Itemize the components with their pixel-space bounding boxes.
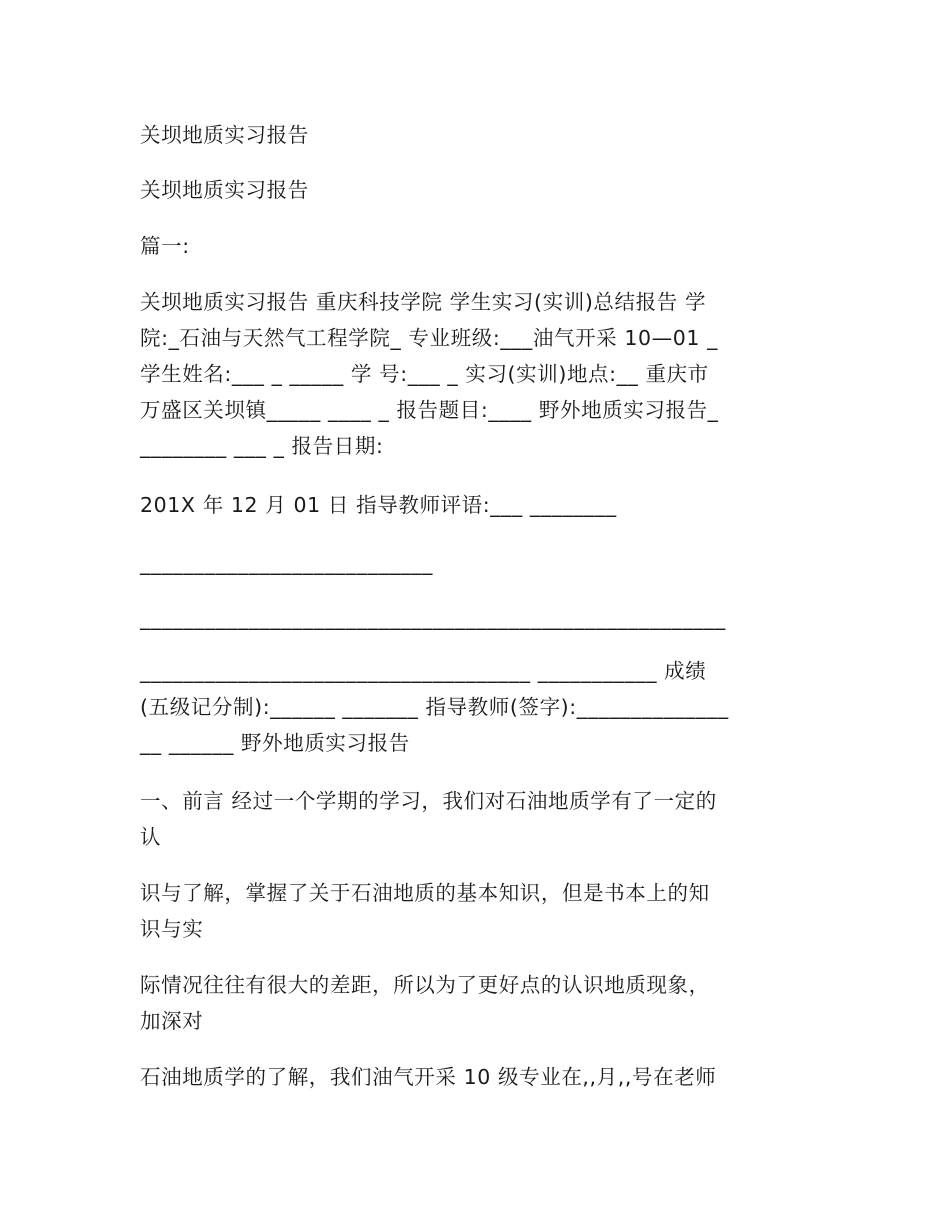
- document-title: 关坝地质实习报告: [140, 123, 309, 147]
- cover-line: 关坝地质实习报告 重庆科技学院 学生实习(实训)总结报告 学: [140, 290, 707, 314]
- body-paragraph: 际情况往往有很大的差距，所以为了更好点的认识地质现象， 加深对: [140, 973, 710, 1033]
- body-paragraph: 识与了解，掌握了关于石油地质的基本知识，但是书本上的知 识与实: [140, 881, 710, 941]
- cover-line: ________ ___ _ 报告日期:: [140, 434, 384, 458]
- date-and-comment-line: 201X 年 12 月 01 日 指导教师评语:___ ________: [140, 493, 617, 517]
- body-paragraph: 石油地质学的了解，我们油气开采 10 级专业在,,月,,号在老师: [140, 1065, 717, 1089]
- comment-blank-line: ______________________________________________________: [140, 606, 726, 630]
- cover-line: 学生姓名:___ _ _____ 学 号:___ _ 实习(实训)地点:__ 重庆市: [140, 362, 709, 386]
- cover-info-paragraph: [140, 284, 820, 464]
- cover-line: 万盛区关坝镇_____ ____ _ 报告题目:____ 野外地质实习报告_: [140, 398, 719, 422]
- comment-blank-line: ___________________________: [140, 551, 433, 575]
- grade-line: (五级记分制):______ _______ 指导教师(签字):______________: [140, 695, 729, 719]
- cover-line: 院:_石油与天然气工程学院_ 专业班级:___油气开采 10—01 _: [140, 326, 719, 350]
- grade-line: ____________________________________ ___________ 成绩: [140, 659, 707, 683]
- section-label: 篇一:: [140, 234, 190, 258]
- document-subtitle: 关坝地质实习报告: [140, 178, 309, 202]
- body-paragraph: 一、前言 经过一个学期的学习，我们对石油地质学有了一定的 认: [140, 789, 717, 849]
- grade-paragraph: [140, 653, 820, 761]
- grade-line: __ ______ 野外地质实习报告: [140, 731, 410, 755]
